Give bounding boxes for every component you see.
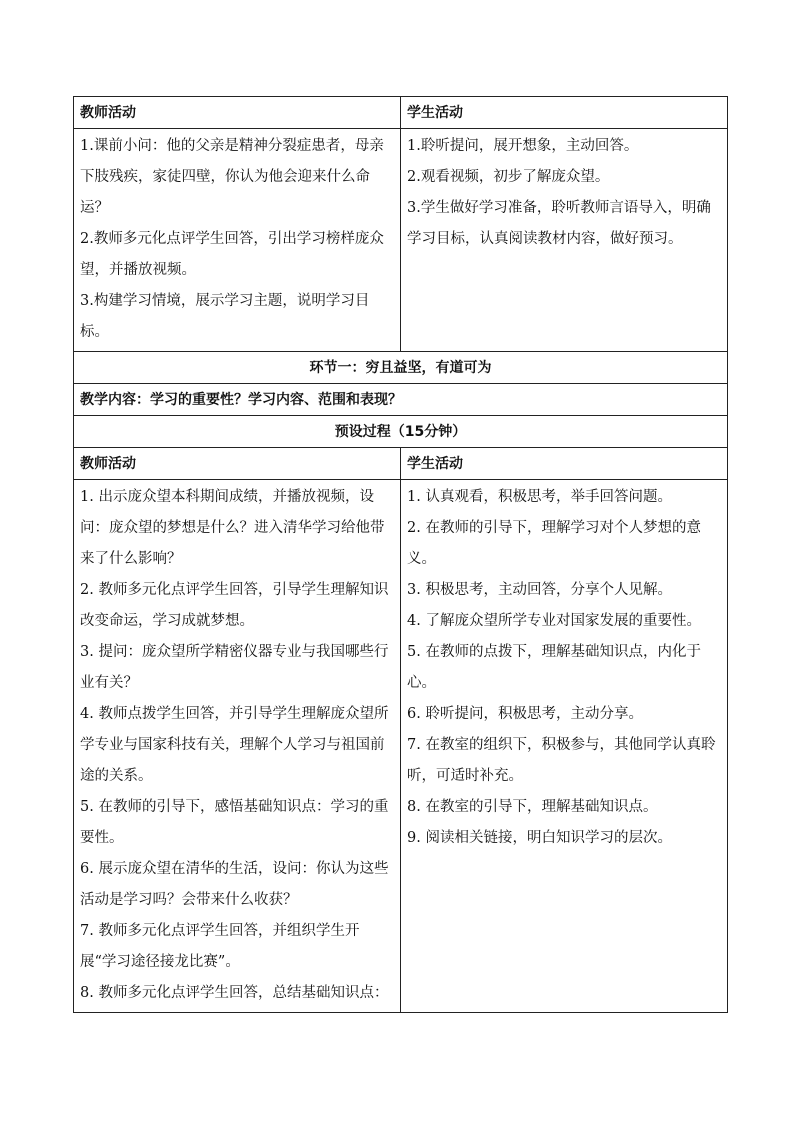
student-item: 5. 在教师的点拨下，理解基础知识点，内化于心。 bbox=[407, 644, 701, 691]
student-item: 1.聆听提问，展开想象，主动回答。 bbox=[407, 138, 639, 154]
student-item: 3. 积极思考，主动回答，分享个人见解。 bbox=[407, 582, 672, 598]
preset-process-title: 预设过程（15分钟） bbox=[74, 416, 728, 448]
teacher-item: 1.课前小问：他的父亲是精神分裂症患者，母亲下肢残疾，家徒四壁，你认为他会迎来什么命运？ bbox=[80, 138, 384, 216]
header-row-2 bbox=[74, 448, 728, 480]
activity-row-2 bbox=[74, 480, 728, 1013]
teacher-activity-cell bbox=[74, 480, 401, 1013]
student-item: 1. 认真观看，积极思考，举手回答问题。 bbox=[407, 489, 672, 505]
student-item: 8. 在教室的引导下，理解基础知识点。 bbox=[407, 799, 658, 815]
student-activity-header: 学生活动 bbox=[401, 448, 728, 480]
teacher-item: 8. 教师多元化点评学生回答，总结基础知识点： bbox=[80, 985, 389, 1001]
teacher-item: 4. 教师点拨学生回答，并引导学生理解庞众望所学专业与国家科技有关，理解个人学习与祖国前途的关系。 bbox=[80, 706, 389, 784]
student-activity-header: 学生活动 bbox=[401, 97, 728, 129]
student-item: 2. 在教师的引导下，理解学习对个人梦想的意义。 bbox=[407, 520, 701, 567]
section-title-row bbox=[74, 352, 728, 384]
student-item: 3.学生做好学习准备，聆听教师言语导入，明确学习目标，认真阅读教材内容，做好预习。 bbox=[407, 200, 711, 247]
teaching-content-row bbox=[74, 384, 728, 416]
activity-row-1 bbox=[74, 129, 728, 352]
teacher-item: 7. 教师多元化点评学生回答，并组织学生开展“学习途径接龙比赛”。 bbox=[80, 923, 360, 970]
student-item: 6. 聆听提问，积极思考，主动分享。 bbox=[407, 706, 643, 722]
preset-process-row bbox=[74, 416, 728, 448]
teacher-activity-header: 教师活动 bbox=[74, 448, 401, 480]
teacher-item: 2. 教师多元化点评学生回答，引导学生理解知识改变命运，学习成就梦想。 bbox=[80, 582, 389, 629]
teacher-item: 6. 展示庞众望在清华的生活，设问：你认为这些活动是学习吗？会带来什么收获？ bbox=[80, 861, 389, 908]
header-row-1 bbox=[74, 97, 728, 129]
teacher-activity-cell bbox=[74, 129, 401, 352]
section-title: 环节一：穷且益坚，有道可为 bbox=[74, 352, 728, 384]
student-item: 7. 在教室的组织下，积极参与，其他同学认真聆听，可适时补充。 bbox=[407, 737, 716, 784]
teacher-item: 5. 在教师的引导下，感悟基础知识点：学习的重要性。 bbox=[80, 799, 389, 846]
teacher-item: 2.教师多元化点评学生回答，引出学习榜样庞众望，并播放视频。 bbox=[80, 231, 384, 278]
student-activity-cell bbox=[401, 480, 728, 1013]
teaching-content: 教学内容：学习的重要性？学习内容、范围和表现？ bbox=[74, 384, 728, 416]
teacher-item: 1. 出示庞众望本科期间成绩，并播放视频，设问：庞众望的梦想是什么？进入清华学习给他带来了什么影响？ bbox=[80, 489, 385, 567]
teacher-item: 3. 提问：庞众望所学精密仪器专业与我国哪些行业有关？ bbox=[80, 644, 389, 691]
teacher-activity-header: 教师活动 bbox=[74, 97, 401, 129]
student-activity-cell bbox=[401, 129, 728, 352]
lesson-plan-table bbox=[73, 96, 728, 1013]
student-item: 2.观看视频，初步了解庞众望。 bbox=[407, 169, 610, 185]
teacher-item: 3.构建学习情境，展示学习主题，说明学习目标。 bbox=[80, 293, 370, 340]
student-item: 4. 了解庞众望所学专业对国家发展的重要性。 bbox=[407, 613, 701, 629]
student-item: 9. 阅读相关链接，明白知识学习的层次。 bbox=[407, 830, 672, 846]
